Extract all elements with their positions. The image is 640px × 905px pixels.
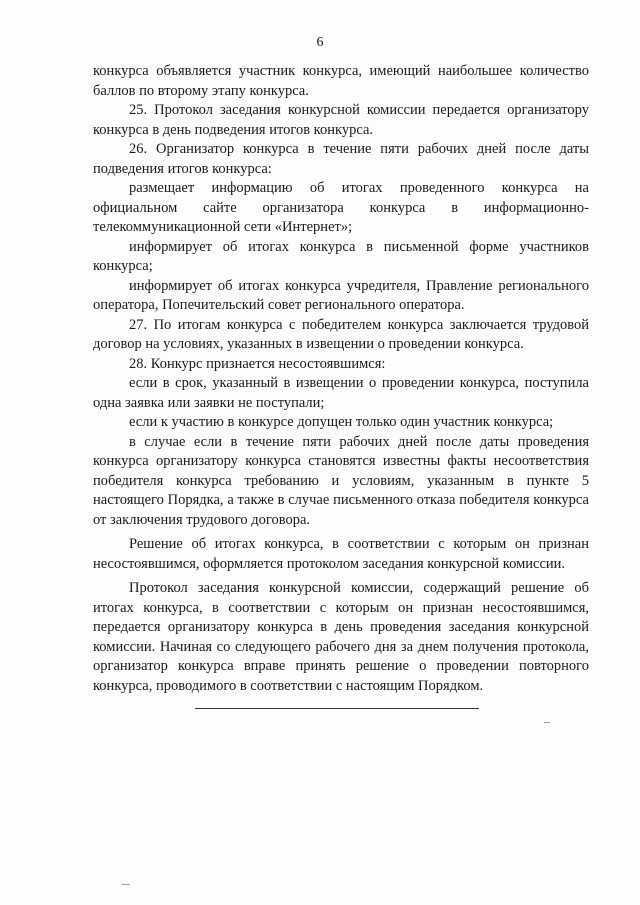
paragraph-item-27: 27. По итогам конкурса с победителем конкурса заключается трудовой договор на условиях, указанных в извещении о проведении конкурса.	[93, 316, 589, 352]
paragraph-protocol: Протокол заседания конкурсной комиссии, содержащий решение об итогах конкурса, в соответствии с которым он признан несостоявшимся, передается организатору конкурса в день проведения заседания конкурсной комиссии. Начиная со следующего рабочего дня за днем получения протокола, организатор конкурса вправе принять решение о проведении повторного конкурса, проводимого в соответствии с настоящим Порядком.	[93, 580, 589, 694]
closing-rule	[195, 708, 479, 709]
paragraph-item-26-a: размещает информацию об итогах проведенного конкурса на официальном сайте организатора конкурса в информационно-телекоммуникационной сети «Интернет»;	[93, 180, 589, 235]
scan-artifact	[122, 884, 130, 885]
paragraph-item-26-b: информирует об итогах конкурса в письменной форме участников конкурса;	[93, 238, 589, 274]
paragraph-item-26: 26. Организатор конкурса в течение пяти рабочих дней после даты подведения итогов конкурса:	[93, 141, 589, 177]
paragraph-item-28-a: если в срок, указанный в извещении о проведении конкурса, поступила одна заявка или заявки не поступали;	[93, 375, 589, 411]
paragraph-continuation: конкурса объявляется участник конкурса, имеющий наибольшее количество баллов по второму этапу конкурса.	[93, 63, 589, 99]
paragraph-item-25: 25. Протокол заседания конкурсной комиссии передается организатору конкурса в день подведения итогов конкурса.	[93, 102, 589, 138]
page-number: 6	[316, 35, 324, 50]
paragraph-item-28-b: если к участию в конкурсе допущен только один участник конкурса;	[129, 414, 554, 430]
paragraph-item-28: 28. Конкурс признается несостоявшимся:	[129, 355, 386, 372]
paragraph-item-26-c: информирует об итогах конкурса учредителя, Правление регионального оператора, Попечительский совет регионального оператора.	[93, 277, 589, 313]
paragraph-item-28-c: в случае если в течение пяти рабочих дней после даты проведения конкурса организатору конкурса становятся известны факты несоответствия победителя конкурса требованию и условиям, указанным в пункте 5 настоящего Порядка, а также в случае письменного отказа победителя конкурса от заключения трудового договора.	[93, 433, 589, 528]
document-body	[93, 62, 589, 696]
paragraph-decision: Решение об итогах конкурса, в соответствии с которым он признан несостоявшимся, оформляется протоколом заседания конкурсной комиссии.	[93, 536, 589, 572]
scan-artifact	[544, 722, 550, 723]
